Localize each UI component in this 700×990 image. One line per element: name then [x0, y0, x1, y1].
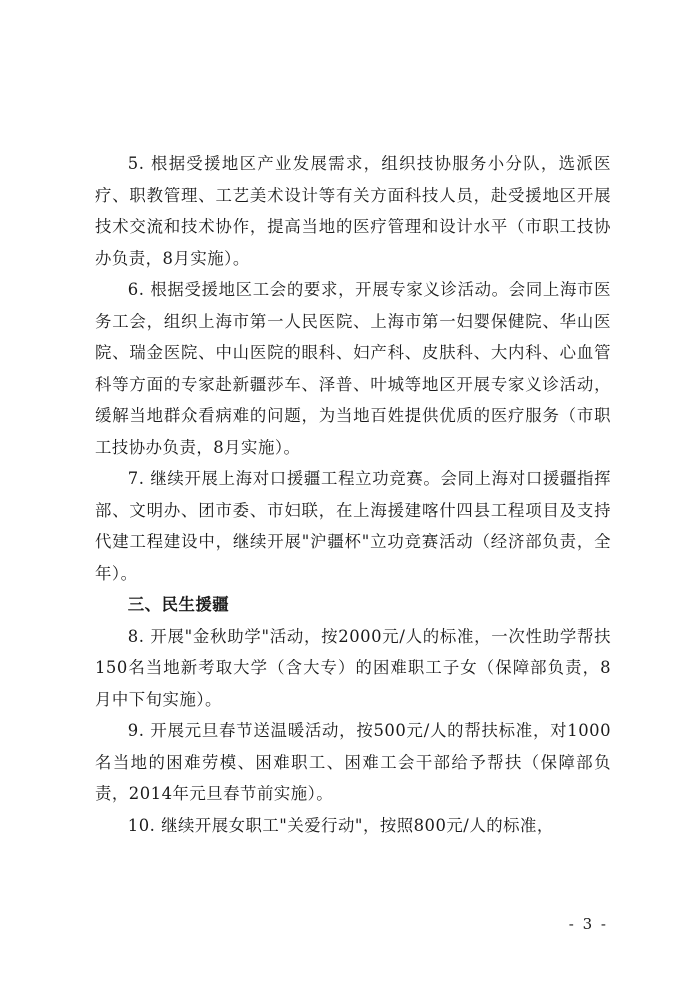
page-number: - 3 - — [568, 915, 608, 933]
paragraph-item-10: 10. 继续开展女职工"关爱行动"，按照800元/人的标准， — [127, 815, 554, 835]
paragraph-item-9: 9. 开展元旦春节送温暖活动，按500元/人的帮扶标准，对1000名当地的困难劳模、困难职工、困难工会干部给予帮扶（保障部负责，2014年元旦春节前实施）。 — [95, 721, 611, 803]
paragraph-item-7: 7. 继续开展上海对口援疆工程立功竞赛。会同上海对口援疆指挥部、文明办、团市委、市妇联，在上海援建喀什四县工程项目及支持代建工程建设中，继续开展"沪疆杯"立功竞赛活动（经济部负责，全年）。 — [95, 469, 611, 583]
section-heading-3: 三、民生援疆 — [127, 595, 230, 614]
paragraph-item-6: 6. 根据受援地区工会的要求，开展专家义诊活动。会同上海市医务工会，组织上海市第一人民医院、上海市第一妇婴保健院、华山医院、瑞金医院、中山医院的眼科、妇产科、皮肤科、大内科、心血管科等方面的专家赴新疆莎车、泽普、叶城等地区开展专家义诊活动，缓解当地群众看病难的问题，为当地百姓提供优质的医疗服务（市职工技协办负责，8月实施）。 — [95, 280, 611, 457]
paragraph-item-8: 8. 开展"金秋助学"活动，按2000元/人的标准，一次性助学帮扶150名当地新考取大学（含大专）的困难职工子女（保障部负责，8月中下旬实施）。 — [95, 626, 611, 709]
document-body — [95, 148, 611, 841]
paragraph-item-5: 5. 根据受援地区产业发展需求，组织技协服务小分队，选派医疗、职教管理、工艺美术设计等有关方面科技人员，赴受援地区开展技术交流和技术协作，提高当地的医疗管理和设计水平（市职工技协办负责，8月实施）。 — [95, 154, 611, 268]
